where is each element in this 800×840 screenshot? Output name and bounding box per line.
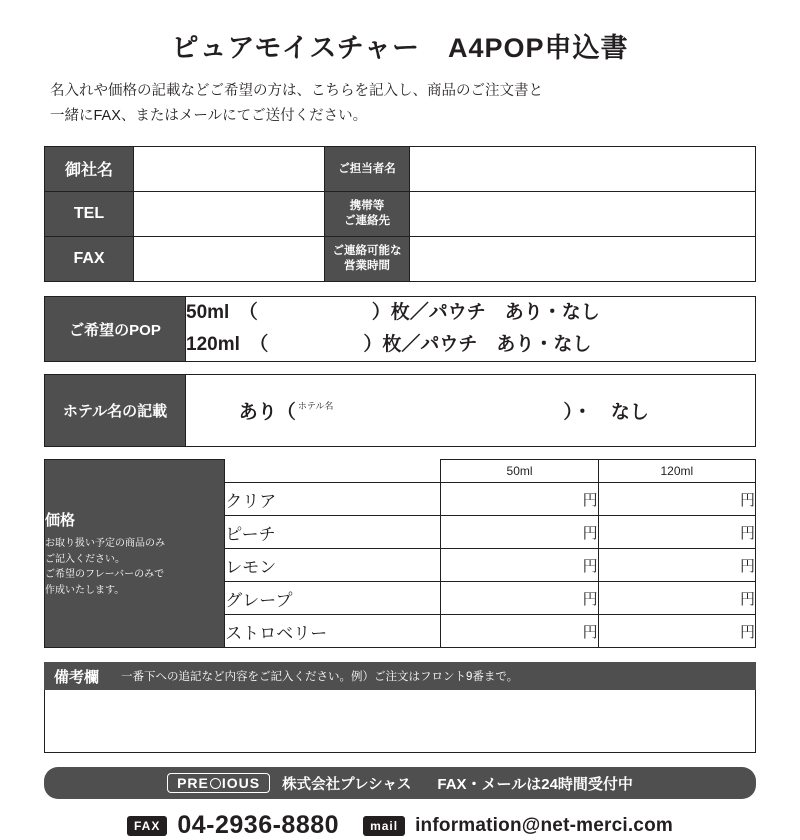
pop-options-cell[interactable] (186, 296, 756, 362)
price-note-line-2: ご記入ください。 (45, 553, 125, 565)
price-note-line-1: お取り扱い予定の商品のみ (45, 538, 165, 550)
company-name: 株式会社プレシャス (282, 776, 412, 793)
pop-option-50ml[interactable]: 50ml （ ）枚／パウチ あり・なし (186, 301, 600, 323)
row-label-business-hours: ご連絡可能な 営業時間 (325, 236, 410, 281)
intro-line-2: 一緒にFAX、またはメールにてご送付ください。 (50, 108, 368, 125)
input-mobile[interactable] (410, 191, 756, 236)
price-title: 価格 (45, 512, 76, 530)
row-label-tel: TEL (45, 191, 134, 236)
price-strawberry-120ml[interactable]: 円 (598, 615, 755, 648)
table-row (45, 375, 756, 447)
price-header-blank (225, 460, 441, 483)
price-lemon-50ml[interactable]: 円 (441, 549, 598, 582)
hotel-prefix: あり（ (238, 402, 296, 424)
contact-table (44, 146, 756, 282)
price-peach-120ml[interactable]: 円 (598, 516, 755, 549)
table-row (45, 296, 756, 362)
price-grape-50ml[interactable]: 円 (441, 582, 598, 615)
footer-contact-line (44, 811, 756, 840)
price-lemon-120ml[interactable]: 円 (598, 549, 755, 582)
intro-text (44, 79, 756, 130)
remarks-section (44, 662, 756, 753)
input-remarks[interactable] (44, 690, 756, 753)
flavor-peach: ピーチ (225, 516, 441, 549)
hotel-name-table (44, 374, 756, 447)
price-note-line-4: 作成いたします。 (45, 584, 125, 596)
fax-number: 04-2936-8880 (177, 811, 340, 840)
remarks-title: 備考欄 (54, 668, 100, 686)
price-strawberry-50ml[interactable]: 円 (441, 615, 598, 648)
brand-ring-icon (210, 778, 221, 789)
remarks-header (44, 662, 756, 690)
table-row (45, 191, 756, 236)
brand-logo (167, 773, 270, 793)
hotel-name-cell[interactable] (186, 375, 756, 447)
intro-line-1: 名入れや価格の記載などご希望の方は、こちらを記入し、商品のご注文書と (50, 83, 543, 99)
price-peach-50ml[interactable]: 円 (441, 516, 598, 549)
mail-address[interactable]: information@net-merci.com (415, 814, 673, 836)
page-title: ピュアモイスチャー A4POP申込書 (171, 33, 629, 63)
pop-selection-table (44, 296, 756, 363)
price-grape-120ml[interactable]: 円 (598, 582, 755, 615)
price-note-line-3: ご希望のフレーバーのみで (45, 569, 165, 581)
flavor-clear: クリア (225, 483, 441, 516)
table-row (45, 236, 756, 281)
price-note (45, 536, 224, 598)
price-label-cell (45, 460, 225, 648)
footer-bar (44, 767, 756, 799)
table-row (45, 146, 756, 191)
row-label-company: 御社名 (45, 146, 134, 191)
mail-tag: mail (363, 816, 405, 836)
fax-tag: FAX (127, 816, 167, 836)
brand-prefix: PRE (177, 775, 209, 792)
hotel-ruby: ホテル名 (297, 401, 334, 412)
input-contact-person[interactable] (410, 146, 756, 191)
row-label-pop: ご希望のPOP (45, 296, 186, 362)
price-clear-50ml[interactable]: 円 (441, 483, 598, 516)
row-label-hotel-name: ホテル名の記載 (45, 375, 186, 447)
input-fax[interactable] (134, 236, 325, 281)
row-label-fax: FAX (45, 236, 134, 281)
hotel-suffix: ）・ なし (563, 402, 649, 424)
price-header-50ml: 50ml (441, 460, 598, 483)
flavor-grape: グレープ (225, 582, 441, 615)
remarks-note: 一番下への追記など内容をご記入ください。例）ご注文はフロント9番まで。 (121, 671, 519, 684)
row-label-mobile: 携帯等 ご連絡先 (325, 191, 410, 236)
reception-hours: FAX・メールは24時間受付中 (437, 775, 633, 793)
price-table (44, 459, 756, 648)
table-row (45, 460, 756, 483)
brand-suffix: IOUS (221, 775, 261, 792)
row-label-contact-person: ご担当者名 (325, 146, 410, 191)
input-company-name[interactable] (134, 146, 325, 191)
flavor-strawberry: ストロベリー (225, 615, 441, 648)
input-business-hours[interactable] (410, 236, 756, 281)
price-header-120ml: 120ml (598, 460, 755, 483)
price-clear-120ml[interactable]: 円 (598, 483, 755, 516)
flavor-lemon: レモン (225, 549, 441, 582)
pop-option-120ml[interactable]: 120ml （ ）枚／パウチ あり・なし (186, 334, 592, 356)
input-tel[interactable] (134, 191, 325, 236)
